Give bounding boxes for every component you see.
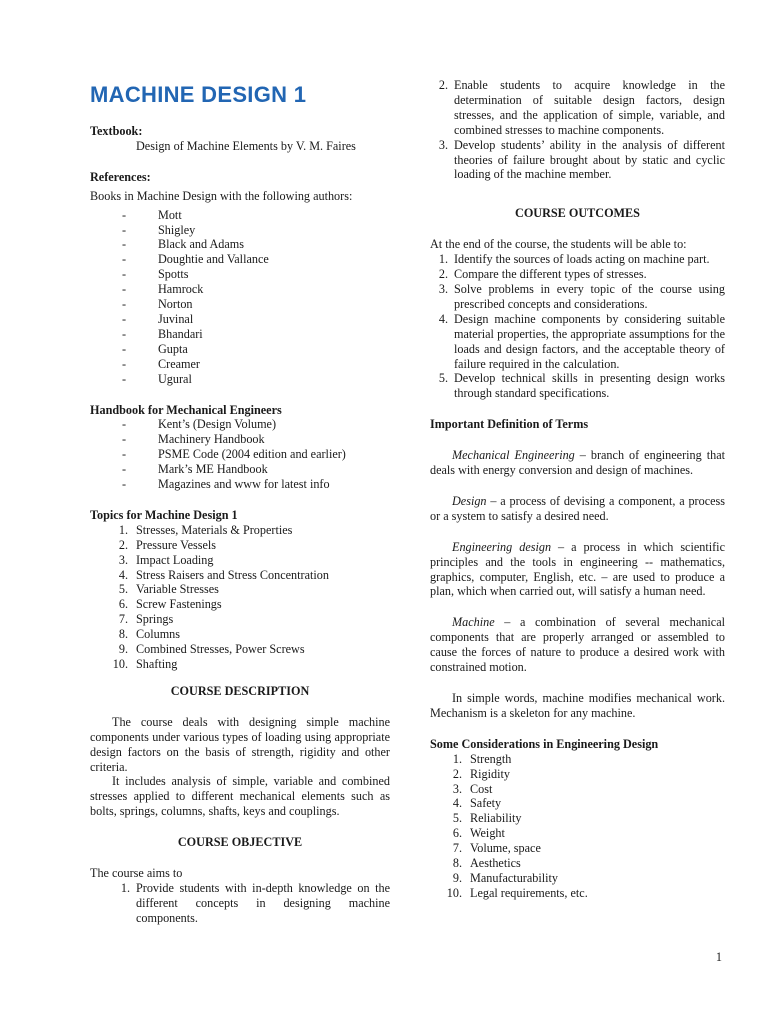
course-outcomes-intro: At the end of the course, the students will be able to: <box>430 237 687 252</box>
considerations-list <box>430 752 725 901</box>
list-item: 5. Variable Stresses <box>118 582 219 597</box>
definition-mechanical-engineering: Mechanical Engineering – branch of engineering that deals with energy conversion and design of machines. <box>430 448 725 478</box>
list-item: - Kent’s (Design Volume) <box>122 417 390 432</box>
list-item: 6. Weight <box>452 826 505 841</box>
list-item: 7. Volume, space <box>452 841 541 856</box>
author-list <box>90 208 390 387</box>
references-intro: Books in Machine Design with the following authors: <box>90 188 353 203</box>
course-description-p2: It includes analysis of simple, variable and combined stresses applied to different mechanical elements such as bolts, springs, columns, shafts, keys and couplings. <box>90 774 390 819</box>
course-objective-intro: The course aims to <box>90 866 183 881</box>
list-item: 9. Combined Stresses, Power Screws <box>118 642 305 657</box>
list-item: 3. Impact Loading <box>118 552 214 567</box>
objective-list-part2 <box>430 78 725 182</box>
list-item: 1. Strength <box>452 751 512 766</box>
course-outcomes-heading: COURSE OUTCOMES <box>515 206 640 221</box>
course-description-heading: COURSE DESCRIPTION <box>170 683 310 698</box>
list-item: - Creamer <box>122 357 390 372</box>
definition-machine: Machine – a combination of several mechanical components that are properly arranged or assembled to cause the forces of nature to produce a desired work with constrained motion. <box>430 615 725 675</box>
list-item: 3. Cost <box>452 781 493 796</box>
list-item: 3. Develop students’ ability in the analysis of different theories of failure brought about by static and cyclic loading of the machine member. <box>438 137 725 182</box>
outcomes-list <box>430 252 725 401</box>
list-item: 4. Design machine components by considering suitable material properties, the appropriate assumptions for the loads and design factors, and the acceptable theory of failure required in the calculation. <box>438 311 725 371</box>
list-item: 4. Safety <box>452 796 502 811</box>
list-item: 4. Stress Raisers and Stress Concentration <box>118 567 329 582</box>
list-item: - Machinery Handbook <box>122 432 390 447</box>
list-item: 2. Rigidity <box>452 766 510 781</box>
list-item: - Shigley <box>122 223 390 238</box>
list-item: 2. Compare the different types of stresses. <box>438 267 647 282</box>
list-item: 1. Provide students with in-depth knowledge on the different concepts in designing machine components. <box>120 880 390 925</box>
list-item: 3. Solve problems in every topic of the course using prescribed concepts and considerations. <box>438 281 725 311</box>
list-item: - Norton <box>122 297 390 312</box>
list-item: 1. Stresses, Materials & Properties <box>118 522 293 537</box>
list-item: - Bhandari <box>122 327 390 342</box>
list-item: 7. Springs <box>118 612 174 627</box>
list-item: - Juvinal <box>122 312 390 327</box>
textbook-value: Design of Machine Elements by V. M. Faires <box>136 138 356 153</box>
list-item: 8. Columns <box>118 627 181 642</box>
list-item: 5. Reliability <box>452 811 522 826</box>
list-item: 2. Pressure Vessels <box>118 537 217 552</box>
page-number: 1 <box>715 950 722 964</box>
definitions-heading: Important Definition of Terms <box>430 417 589 432</box>
list-item: 9. Manufacturability <box>452 870 558 885</box>
list-item: - Doughtie and Vallance <box>122 252 390 267</box>
list-item: - Hamrock <box>122 282 390 297</box>
list-item: - Spotts <box>122 267 390 282</box>
list-item: 8. Aesthetics <box>452 856 521 871</box>
list-item: 1. Identify the sources of loads acting on machine part. <box>438 252 710 267</box>
objective-list-part1 <box>90 881 390 926</box>
left-column <box>90 78 390 926</box>
list-item: 5. Develop technical skills in presenting design works through standard specifications. <box>438 371 725 401</box>
list-item: - Gupta <box>122 342 390 357</box>
course-description-p1: The course deals with designing simple machine components under various types of loading using appropriate design factors on the basis of strength, rigidity and other criteria. <box>90 714 390 774</box>
list-item: 10. Legal requirements, etc. <box>446 885 588 900</box>
course-objective-heading: COURSE OBJECTIVE <box>177 835 303 850</box>
definition-design: Design – a process of devising a component, a process or a system to satisfy a desired need. <box>430 493 725 523</box>
list-item: - PSME Code (2004 edition and earlier) <box>122 447 390 462</box>
list-item: 10. Shafting <box>112 657 178 671</box>
right-column <box>430 78 725 901</box>
considerations-heading: Some Considerations in Engineering Design <box>430 736 659 751</box>
handbook-list <box>90 417 390 492</box>
list-item: - Mott <box>122 208 390 223</box>
topics-list <box>90 523 390 672</box>
list-item: - Black and Adams <box>122 237 390 252</box>
definition-engineering-design: Engineering design – a process in which scientific principles and the tools in engineering -- mathematics, graphics, computer, English, etc. – are used to produce a plan, which when carried out, will satisfy a human need. <box>430 539 725 599</box>
list-item: 6. Screw Fastenings <box>118 597 222 612</box>
definition-simple-words: In simple words, machine modifies mechanical work. Mechanism is a skeleton for any machine. <box>430 691 725 720</box>
references-heading: References: <box>90 169 151 184</box>
list-item: - Ugural <box>122 372 390 387</box>
list-item: 2. Enable students to acquire knowledge in the determination of suitable design factors, design stresses, and the application of simple, variable, and combined stresses to machine components. <box>438 78 725 137</box>
topics-heading: Topics for Machine Design 1 <box>90 507 238 522</box>
textbook-heading: Textbook: <box>90 124 143 138</box>
document-title: MACHINE DESIGN 1 <box>90 82 307 107</box>
list-item: - Magazines and www for latest info <box>122 477 390 492</box>
handbook-heading: Handbook for Mechanical Engineers <box>90 402 282 417</box>
list-item: - Mark’s ME Handbook <box>122 462 390 477</box>
